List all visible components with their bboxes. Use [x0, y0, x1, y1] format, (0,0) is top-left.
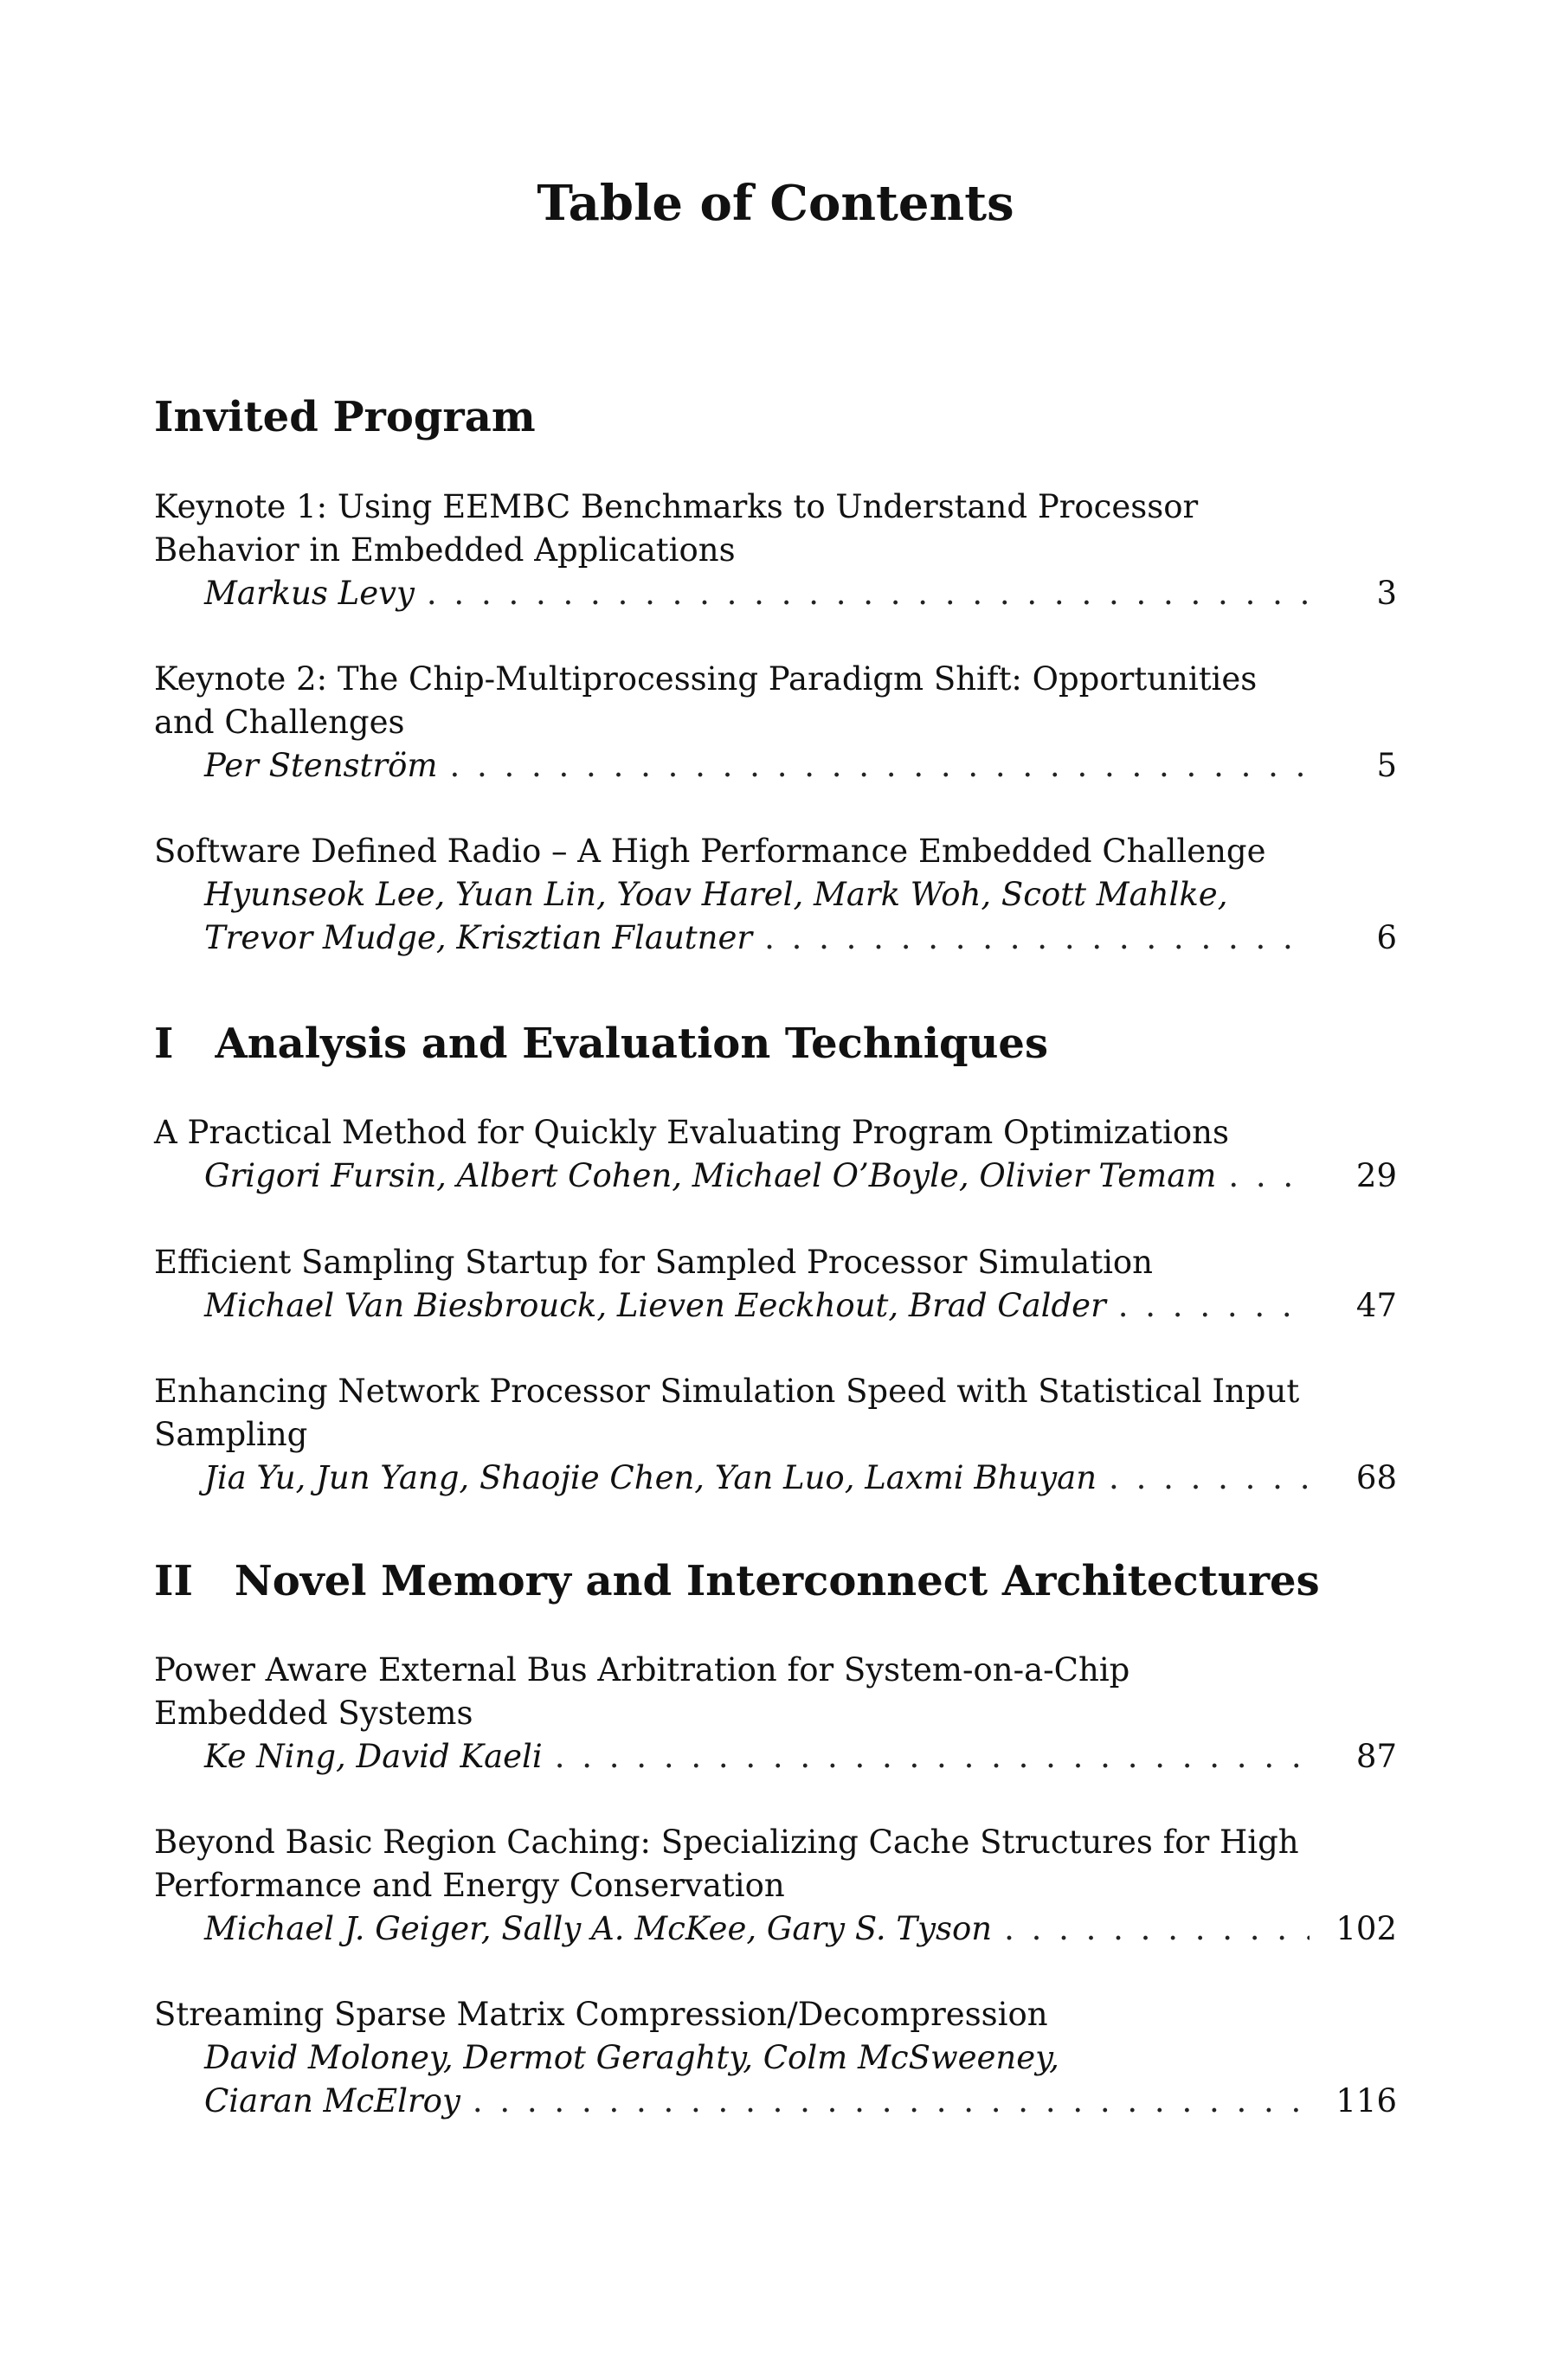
entry-authors: David Moloney, Dermot Geraghty, Colm McSweeney,: [204, 2039, 1059, 2076]
dot-leader: [764, 917, 1310, 960]
entry-title-line: and Challenges: [154, 704, 405, 741]
section-title: Invited Program: [154, 393, 536, 441]
entry-authors: Michael Van Biesbrouck, Lieven Eeckhout, Brad Calder: [204, 1287, 1106, 1324]
entry-authors: Markus Levy: [204, 575, 415, 612]
section-heading-part-i: [154, 1018, 1048, 1070]
entry-authors: Michael J. Geiger, Sally A. McKee, Gary S. Tyson: [204, 1910, 993, 1947]
section-title: Novel Memory and Interconnect Architectures: [234, 1557, 1320, 1605]
dot-leader: [555, 1735, 1310, 1779]
entry-title-line: Keynote 1: Using EEMBC Benchmarks to Understand Processor: [154, 488, 1199, 525]
entry-title-line: Embedded Systems: [154, 1695, 473, 1732]
toc-entry-efficient-sampling[interactable]: [154, 1241, 1397, 1328]
page-number: 116: [1335, 2082, 1397, 2119]
dot-leader: [473, 2080, 1310, 2123]
toc-entry-region-caching[interactable]: [154, 1821, 1397, 1951]
page-number: 68: [1355, 1459, 1397, 1496]
entry-title-line: Power Aware External Bus Arbitration for System-on-a-Chip: [154, 1651, 1130, 1689]
entry-authors: Trevor Mudge, Krisztian Flautner: [204, 919, 753, 956]
entry-authors: Hyunseok Lee, Yuan Lin, Yoav Harel, Mark Woh, Scott Mahlke,: [204, 876, 1228, 913]
toc-entry-practical-method[interactable]: [154, 1111, 1397, 1198]
dot-leader: [1228, 1155, 1310, 1198]
entry-author-line: [154, 2080, 1397, 2123]
entry-author-line: [154, 744, 1397, 788]
entry-title-line: Behavior in Embedded Applications: [154, 531, 736, 569]
section-heading-invited-program: [154, 391, 536, 443]
page-number: 3: [1376, 575, 1397, 612]
entry-author-line: [154, 572, 1397, 615]
entry-title-line: Performance and Energy Conservation: [154, 1867, 785, 1904]
entry-authors: Jia Yu, Jun Yang, Shaojie Chen, Yan Luo, Laxmi Bhuyan: [204, 1459, 1097, 1496]
entry-authors: Grigori Fursin, Albert Cohen, Michael O’Boyle, Olivier Temam: [204, 1157, 1217, 1194]
entry-author-line: [154, 1735, 1397, 1779]
dot-leader: [1109, 1457, 1310, 1500]
toc-entry-power-aware-bus[interactable]: [154, 1649, 1397, 1779]
entry-title-line: Streaming Sparse Matrix Compression/Decompression: [154, 1996, 1048, 2033]
entry-title-line: Sampling: [154, 1416, 308, 1453]
entry-author-line: [154, 1155, 1397, 1198]
page-number: 87: [1355, 1738, 1397, 1775]
entry-title-line: A Practical Method for Quickly Evaluating Program Optimizations: [154, 1114, 1229, 1151]
part-number: II: [154, 1557, 193, 1605]
page-title: Table of Contents: [537, 175, 1014, 232]
entry-title-line: Keynote 2: The Chip-Multiprocessing Paradigm Shift: Opportunities: [154, 660, 1258, 698]
toc-entry-network-processor[interactable]: [154, 1370, 1397, 1500]
section-heading-part-ii: [154, 1555, 1320, 1607]
toc-entry-software-defined-radio[interactable]: [154, 830, 1397, 960]
page-number: 47: [1355, 1287, 1397, 1324]
page-number: 5: [1376, 747, 1397, 784]
entry-author-line: [154, 1907, 1397, 1951]
section-title: Analysis and Evaluation Techniques: [215, 1020, 1048, 1068]
toc-entry-sparse-matrix[interactable]: [154, 1993, 1397, 2123]
entry-title-line: Efficient Sampling Startup for Sampled Processor Simulation: [154, 1244, 1154, 1281]
part-number: I: [154, 1020, 174, 1068]
entry-title-line: Enhancing Network Processor Simulation Speed with Statistical Input: [154, 1373, 1300, 1410]
page-number: 29: [1355, 1157, 1397, 1194]
dot-leader: [1004, 1907, 1310, 1951]
dot-leader: [1118, 1284, 1310, 1328]
dot-leader: [427, 572, 1310, 615]
entry-author-line: [154, 917, 1397, 960]
entry-title-line: Beyond Basic Region Caching: Specializing Cache Structures for High: [154, 1824, 1299, 1861]
entry-title-line: Software Defined Radio – A High Performance Embedded Challenge: [154, 833, 1266, 870]
entry-author-line: [154, 1457, 1397, 1500]
toc-entry-keynote-2[interactable]: [154, 658, 1397, 788]
page-number: 102: [1335, 1910, 1397, 1947]
entry-authors: Ciaran McElroy: [204, 2082, 460, 2119]
page-number: 6: [1376, 919, 1397, 956]
entry-authors: Ke Ning, David Kaeli: [204, 1738, 543, 1775]
entry-author-line: [154, 1284, 1397, 1328]
toc-entry-keynote-1[interactable]: [154, 486, 1397, 615]
entry-authors: Per Stenström: [204, 747, 438, 784]
dot-leader: [449, 744, 1310, 788]
